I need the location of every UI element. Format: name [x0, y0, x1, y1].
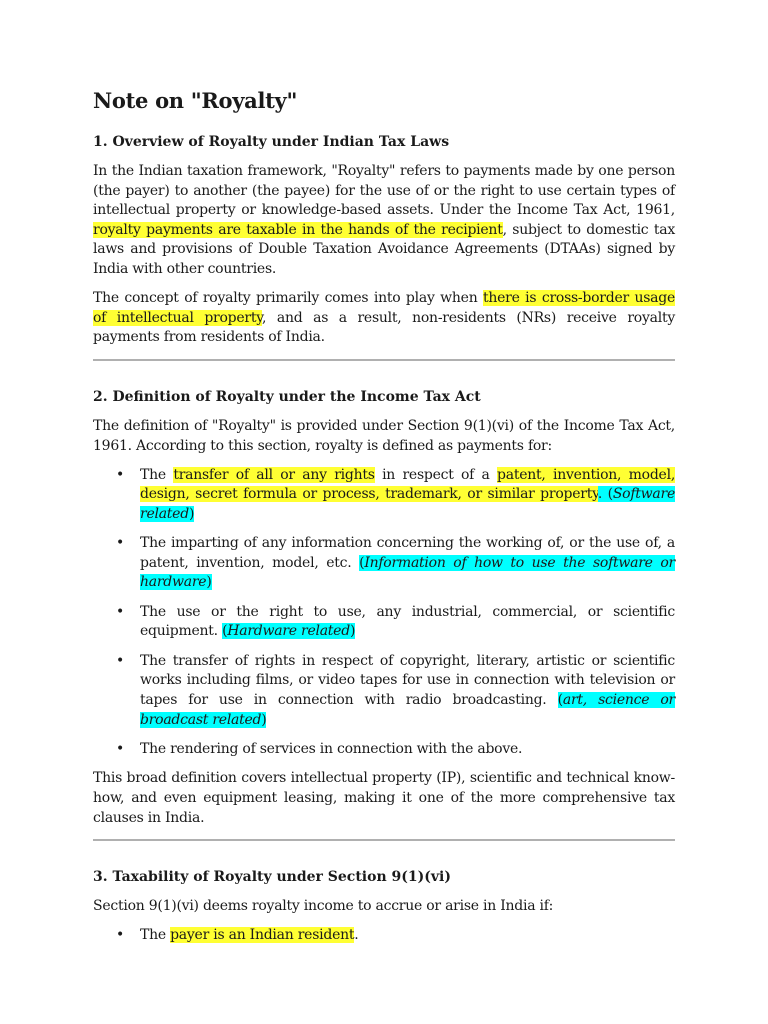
section-overview — [93, 132, 675, 361]
text-run: The transfer of rights in respect of copyright, literary, artistic or scientific works including films, or video tapes for use in connection with television or tapes for use in connection with radio broadcasting. — [140, 652, 675, 709]
text-run: In the Indian taxation framework, "Royalty" refers to payments made by one person (the payer) to another (the payee) for the use of or the right to use certain types of intellectual property or knowledge-based assets. Under the Income Tax Act, 1961, — [93, 163, 675, 219]
text-run: ) — [349, 623, 356, 640]
list-item — [140, 652, 675, 730]
text-run: ( — [222, 623, 228, 640]
paragraph: This broad definition covers intellectual property (IP), scientific and technical know-how, and even equipment leasing, making it one of the more comprehensive tax clauses in India. — [93, 770, 675, 826]
yellow-highlight: there is cross-border usage of intellectual property — [93, 290, 676, 326]
text-run: in respect of a — [374, 466, 498, 483]
list-item — [140, 534, 675, 593]
text-run: . ( — [597, 486, 613, 503]
text-run: The use or the right to use, any industrial, commercial, or scientific equipment. — [140, 603, 675, 640]
yellow-highlight: transfer of all or any rights — [173, 466, 375, 483]
category-note: art, science or broadcast related — [140, 692, 675, 728]
document-page — [93, 84, 675, 956]
list-item — [140, 926, 675, 946]
text-run: ) — [188, 505, 195, 522]
text-run: The imparting of any information concerning the working of, or the use of, a patent, invention, model, etc. — [140, 535, 675, 571]
text-run: The concept of royalty primarily comes into play when — [93, 290, 483, 307]
paragraph: Section 9(1)(vi) deems royalty income to accrue or arise in India if: — [93, 898, 554, 915]
list-item: • The rendering of services in connection with the above. — [140, 740, 675, 760]
category-note: Software related — [140, 486, 675, 522]
yellow-highlight: patent, invention, model, design, secret formula or process, trademark, or similar property — [140, 466, 676, 503]
section-heading: 3. Taxability of Royalty under Section 9(1)(vi) — [93, 869, 451, 886]
text-run: ( — [359, 554, 365, 571]
cyan-highlight — [222, 623, 355, 639]
text-run: , and as a result, non-residents (NRs) receive royalty payments from residents of India. — [93, 309, 675, 346]
paragraph — [93, 162, 675, 280]
text-run: ) — [261, 711, 267, 728]
text-run: . — [354, 927, 359, 944]
text-run: The — [140, 466, 174, 483]
category-note: Hardware related — [227, 623, 350, 640]
text-run: The — [140, 927, 171, 944]
list-item — [140, 603, 675, 642]
section-definition — [93, 361, 675, 841]
text-run: , subject to domestic tax laws and provisions of Double Taxation Avoidance Agreements (DTAAs) signed by India with other countries. — [93, 221, 675, 277]
section-heading: 1. Overview of Royalty under Indian Tax Laws — [93, 134, 450, 150]
yellow-highlight: royalty payments are taxable in the hands of the recipient — [93, 221, 503, 238]
bullet-list — [93, 466, 675, 760]
text-run: ) — [206, 574, 212, 591]
bullet-list — [93, 926, 675, 946]
document-title: Note on "Royalty" — [93, 88, 298, 113]
text-run: ( — [557, 692, 563, 709]
yellow-highlight: payer is an Indian resident — [170, 927, 355, 944]
paragraph — [93, 289, 675, 348]
section-heading: 2. Definition of Royalty under the Income Tax Act — [93, 388, 481, 405]
section-taxability — [93, 841, 675, 946]
paragraph: The definition of "Royalty" is provided under Section 9(1)(vi) of the Income Tax Act, 1961. According to this section, royalty is defined as payments for: — [93, 417, 675, 454]
list-item — [140, 466, 675, 525]
category-note: Information of how to use the software or hardware — [140, 554, 675, 591]
